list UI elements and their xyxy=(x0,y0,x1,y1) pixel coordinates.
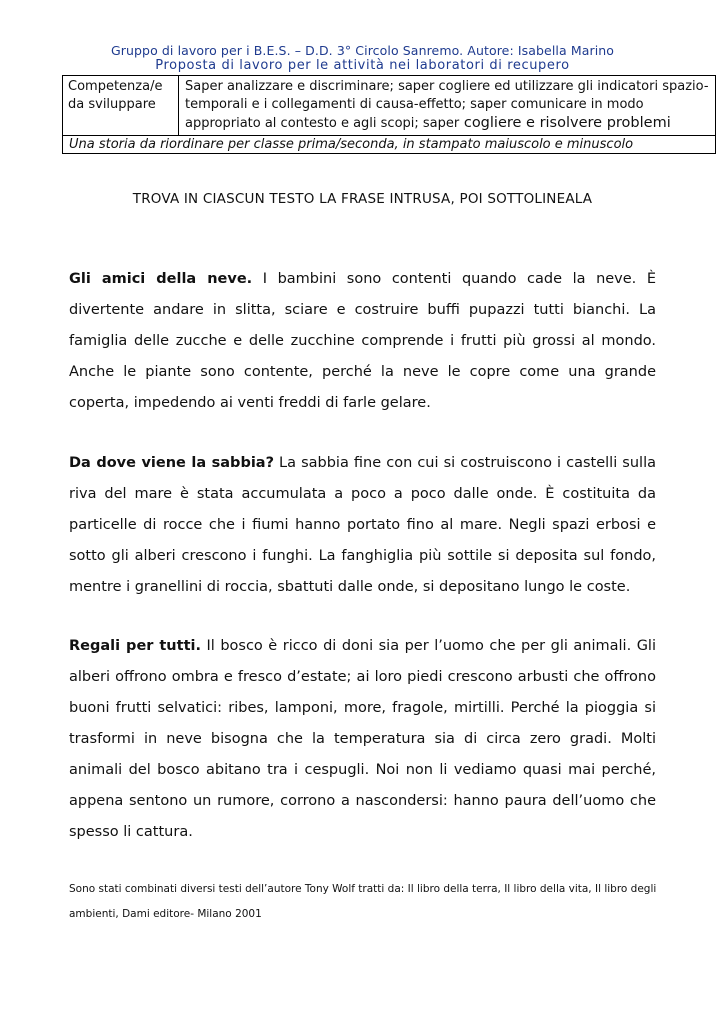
task-instruction: TROVA IN CIASCUN TESTO LA FRASE INTRUSA, POI SOTTOLINEALA xyxy=(132,191,593,207)
story-body: Il bosco è ricco di doni sia per l’uomo che per gli animali. Gli alberi offrono ombra e fresco d’estate; ai loro piedi crescono arbusti che offrono buoni frutti selvatici: ribes, lamponi, more, fragole, mirtilli. Perché la pioggia si trasformi in neve bisogna che la temperatura sia di circa zero gradi. Molti animali del bosco abitano tra i cespugli. Noi non li vediamo quasi mai perché, appena sentono un rumore, corrono a nascondersi: hanno paura dell’uomo che spesso li cattura. xyxy=(69,638,656,840)
competence-label: Competenza/e da sviluppare xyxy=(63,76,179,135)
story-paragraph xyxy=(69,264,656,419)
story-body: La sabbia fine con cui si costruiscono i castelli sulla riva del mare è stata accumulata a poco a poco dalle onde. È costituita da particelle di rocce che i fiumi hanno portato fino al mare. Negli spazi erbosi e sotto gli alberi crescono i funghi. La fanghiglia più sottile si deposita sul fondo, mentre i granellini di roccia, sbattuti dalle onde, si depositano lungo le coste. xyxy=(69,455,656,595)
story-title: Da dove viene la sabbia? xyxy=(69,455,274,471)
header-authors: Gruppo di lavoro per i B.E.S. – D.D. 3° Circolo Sanremo. Autore: Isabella Marino xyxy=(110,43,615,58)
story-title: Regali per tutti. xyxy=(69,638,201,654)
header-title: Proposta di lavoro per le attività nei laboratori di recupero xyxy=(155,58,570,73)
story-paragraph xyxy=(69,448,656,603)
competence-text-end: cogliere e risolvere problemi xyxy=(459,115,671,131)
footnote-source: Sono stati combinati diversi testi dell’autore Tony Wolf tratti da: Il libro della terra, Il libro della vita, Il libro degli ambienti, Dami editore- Milano 2001 xyxy=(69,883,657,920)
story-title: Gli amici della neve. xyxy=(69,271,253,287)
activity-note: Una storia da riordinare per classe prima/seconda, in stampato maiuscolo e minuscolo xyxy=(69,137,634,152)
competence-text-main: Saper analizzare e discriminare; saper cogliere ed utilizzare gli indicatori spazio-temporali e i collegamenti di causa-effetto; saper comunicare in modo appropriato al contesto e agli scopi; saper xyxy=(185,79,709,131)
story-paragraph xyxy=(69,631,656,848)
competence-text xyxy=(179,76,715,135)
competence-row xyxy=(63,76,715,136)
competence-table xyxy=(62,75,716,154)
story-body: I bambini sono contenti quando cade la neve. È divertente andare in slitta, sciare e costruire buffi pupazzi tutti bianchi. La famiglia delle zucche e delle zucchine comprende i frutti più grossi al mondo. Anche le piante sono contente, perché la neve le copre come una grande coperta, impedendo ai venti freddi di farle gelare. xyxy=(69,271,657,411)
